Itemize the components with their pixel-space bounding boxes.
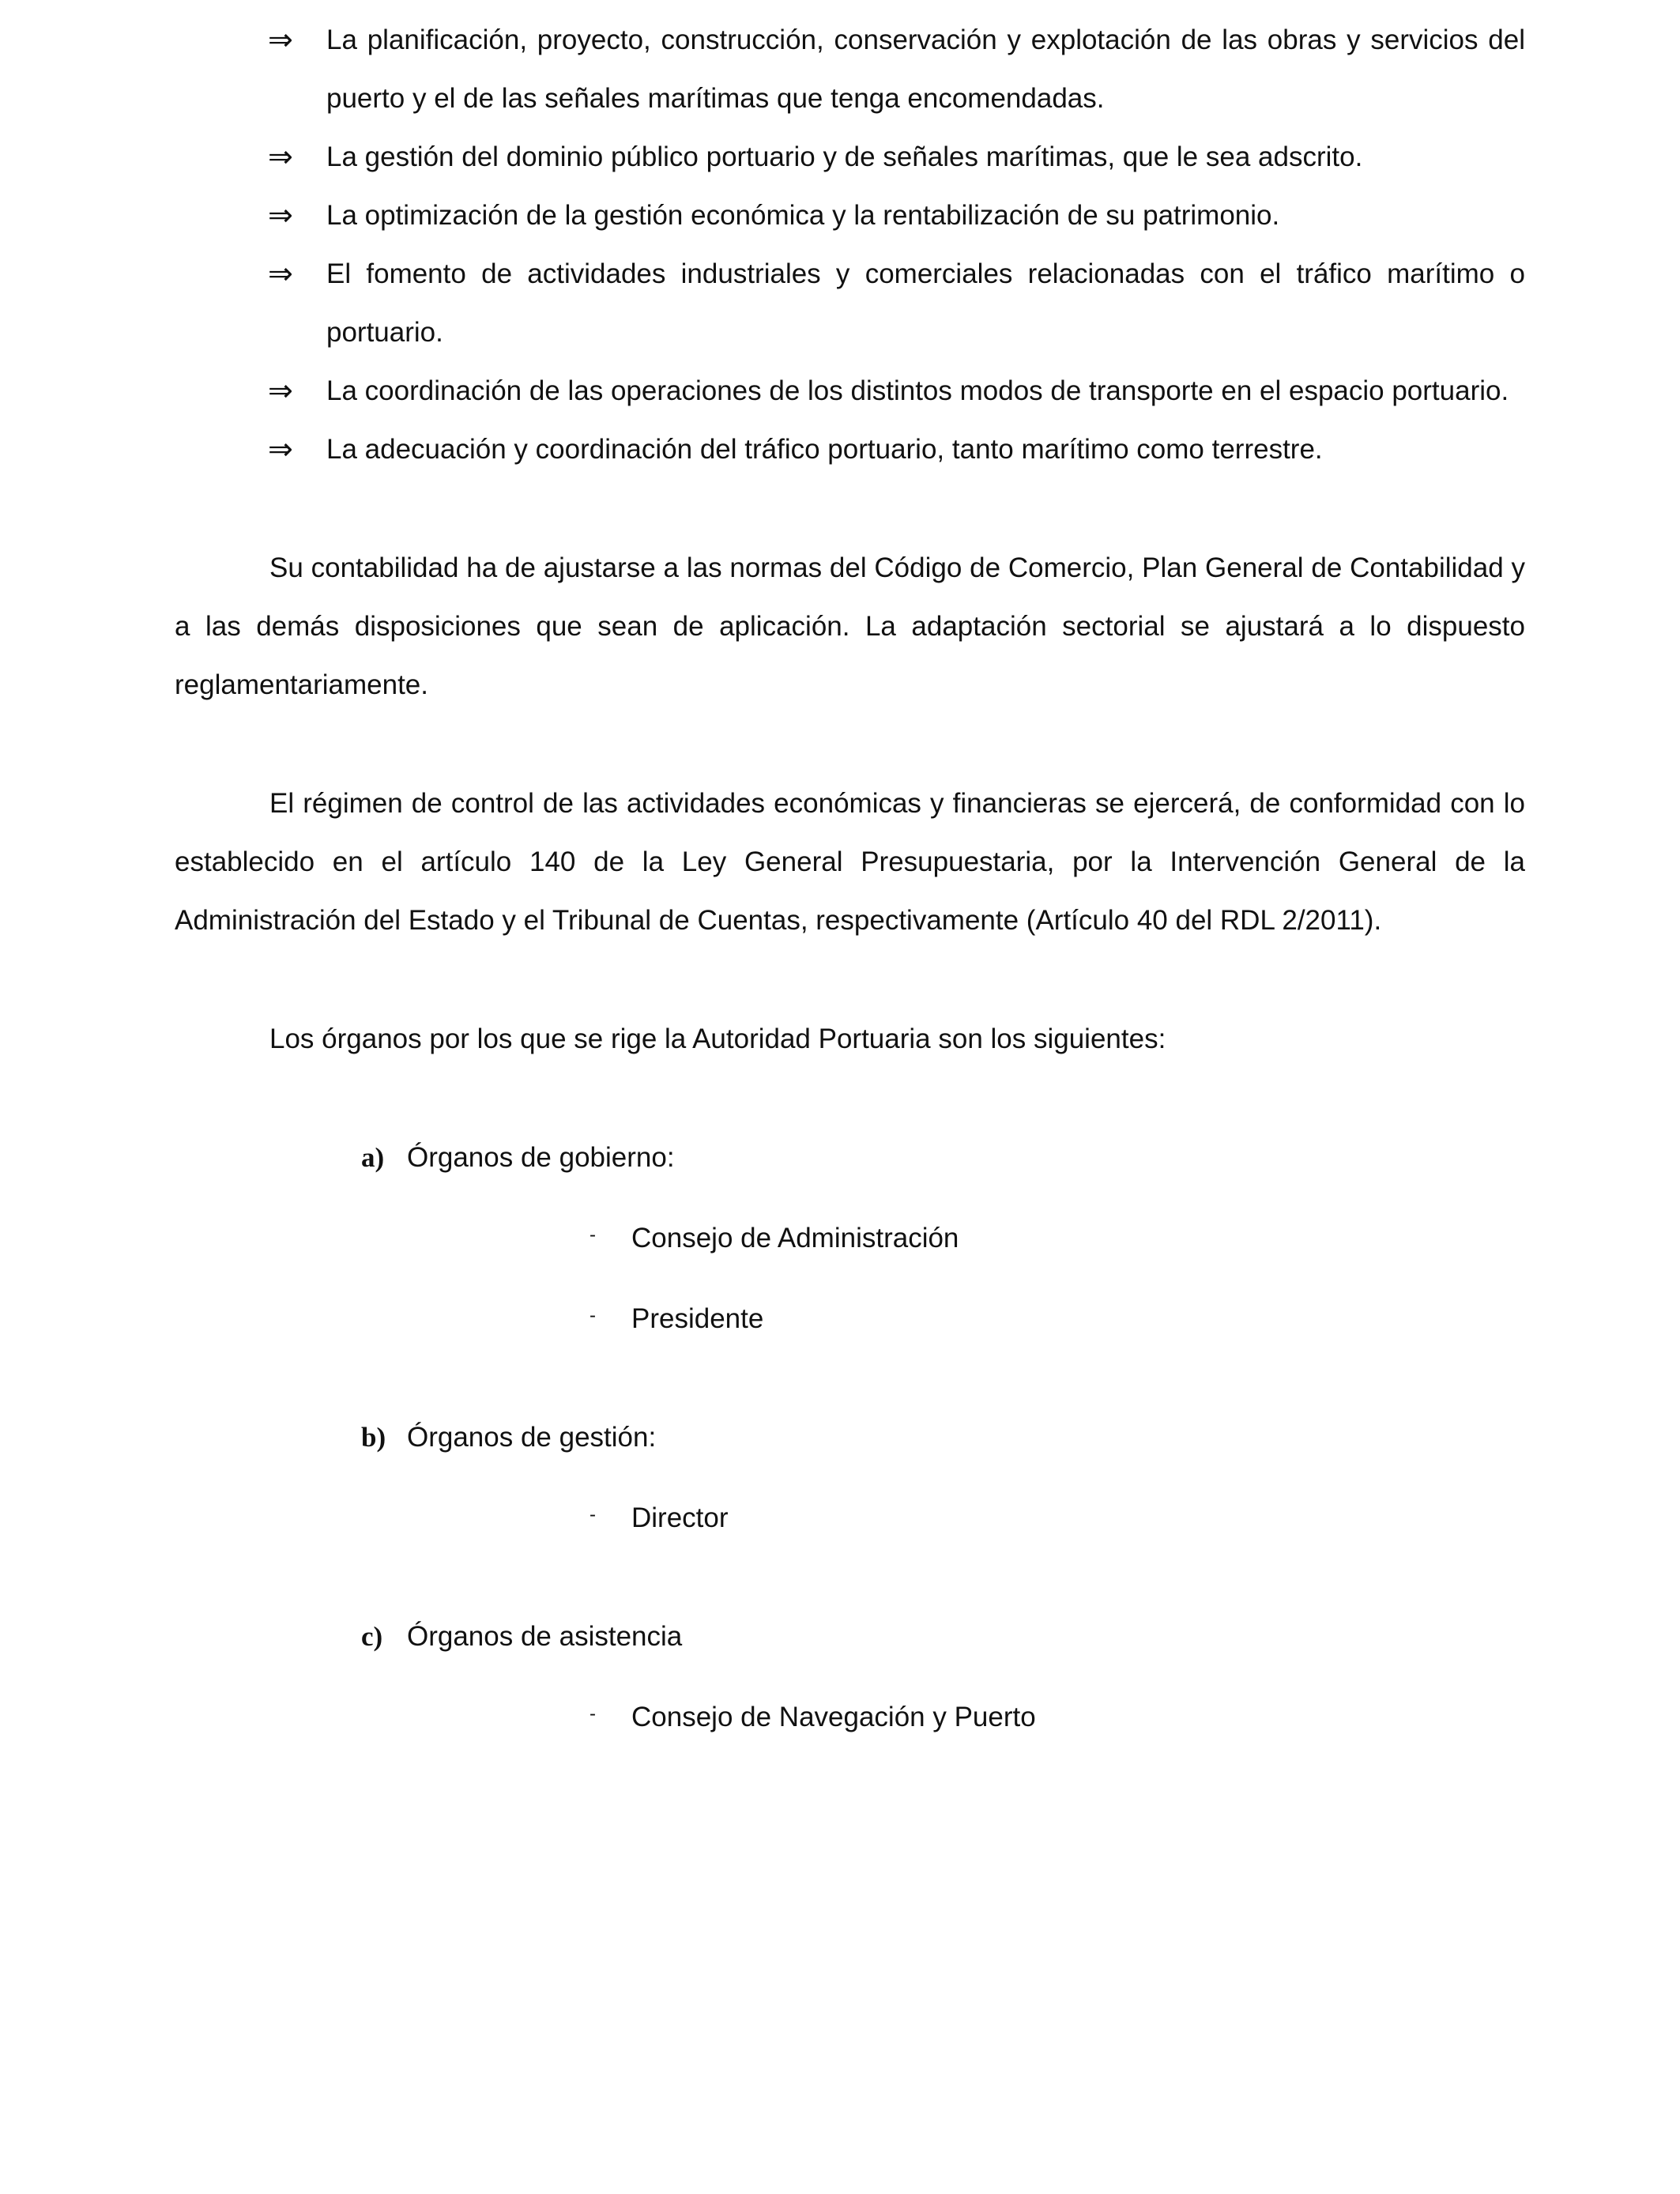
arrow-bullet-icon: ⇒ <box>268 141 293 174</box>
bullet-text: La planificación, proyecto, construcción, conservación y explotación de las obras y servicios del puerto y el de las señales marítimas que tenga encomendadas. <box>326 25 1525 114</box>
list-item <box>268 420 1525 479</box>
paragraph-regimen-control: El régimen de control de las actividades económicas y financieras se ejercerá, de conformidad con lo establecido en el artículo 140 de la Ley General Presupuestaria, por la Intervención General de la Administración del Estado y el Tribunal de Cuentas, respectivamente (Artículo 40 del RDL 2/2011). <box>175 788 1525 936</box>
bullet-text: La optimización de la gestión económica y la rentabilización de su patrimonio. <box>326 200 1280 231</box>
list-item <box>361 1290 1525 1348</box>
list-item <box>268 245 1525 362</box>
dash-bullet-icon: - <box>590 1703 596 1725</box>
dash-bullet-icon: - <box>590 1305 596 1326</box>
list-item <box>268 362 1525 420</box>
section-title: Órganos de asistencia <box>407 1621 683 1652</box>
list-item <box>268 11 1525 128</box>
bullet-text: El fomento de actividades industriales y comerciales relacionadas con el tráfico marítimo o portuario. <box>326 258 1525 348</box>
section-title: Órganos de gestión: <box>407 1422 657 1453</box>
dash-bullet-icon: - <box>590 1504 596 1525</box>
bullet-text: La adecuación y coordinación del tráfico portuario, tanto marítimo como terrestre. <box>326 434 1323 465</box>
sub-item-text: Consejo de Navegación y Puerto <box>631 1702 1036 1732</box>
sub-item-text: Consejo de Administración <box>631 1223 959 1253</box>
arrow-bullet-icon: ⇒ <box>268 258 293 291</box>
bullet-text: La gestión del dominio público portuario y de señales marítimas, que le sea adscrito. <box>326 141 1363 172</box>
section-organos-gestion <box>361 1408 1525 1467</box>
sub-item-text: Presidente <box>631 1303 764 1334</box>
section-label: b) <box>361 1422 386 1453</box>
arrow-bullet-icon: ⇒ <box>268 375 293 408</box>
section-title: Órganos de gobierno: <box>407 1142 675 1173</box>
bullet-text: La coordinación de las operaciones de los distintos modos de transporte en el espacio portuario. <box>326 375 1509 406</box>
section-organos-asistencia <box>361 1608 1525 1666</box>
lettered-outline <box>175 1129 1525 1747</box>
paragraph-contabilidad: Su contabilidad ha de ajustarse a las normas del Código de Comercio, Plan General de Contabilidad y a las demás disposiciones que sean de aplicación. La adaptación sectorial se ajustará a lo dispuesto reglamentariamente. <box>175 552 1525 700</box>
list-item <box>268 187 1525 245</box>
sub-item-text: Director <box>631 1502 729 1533</box>
arrow-bullet-icon: ⇒ <box>268 433 293 466</box>
paragraph-organos-intro: Los órganos por los que se rige la Autoridad Portuaria son los siguientes: <box>269 1023 1166 1054</box>
section-label: c) <box>361 1621 383 1652</box>
dash-bullet-icon: - <box>590 1224 596 1246</box>
section-organos-gobierno <box>361 1129 1525 1187</box>
arrow-bullet-icon: ⇒ <box>268 199 293 232</box>
arrow-bullet-icon: ⇒ <box>268 24 293 57</box>
section-label: a) <box>361 1142 385 1173</box>
arrow-bullet-list <box>175 11 1525 479</box>
list-item <box>361 1209 1525 1268</box>
list-item <box>361 1688 1525 1747</box>
list-item <box>361 1489 1525 1547</box>
list-item <box>268 128 1525 187</box>
